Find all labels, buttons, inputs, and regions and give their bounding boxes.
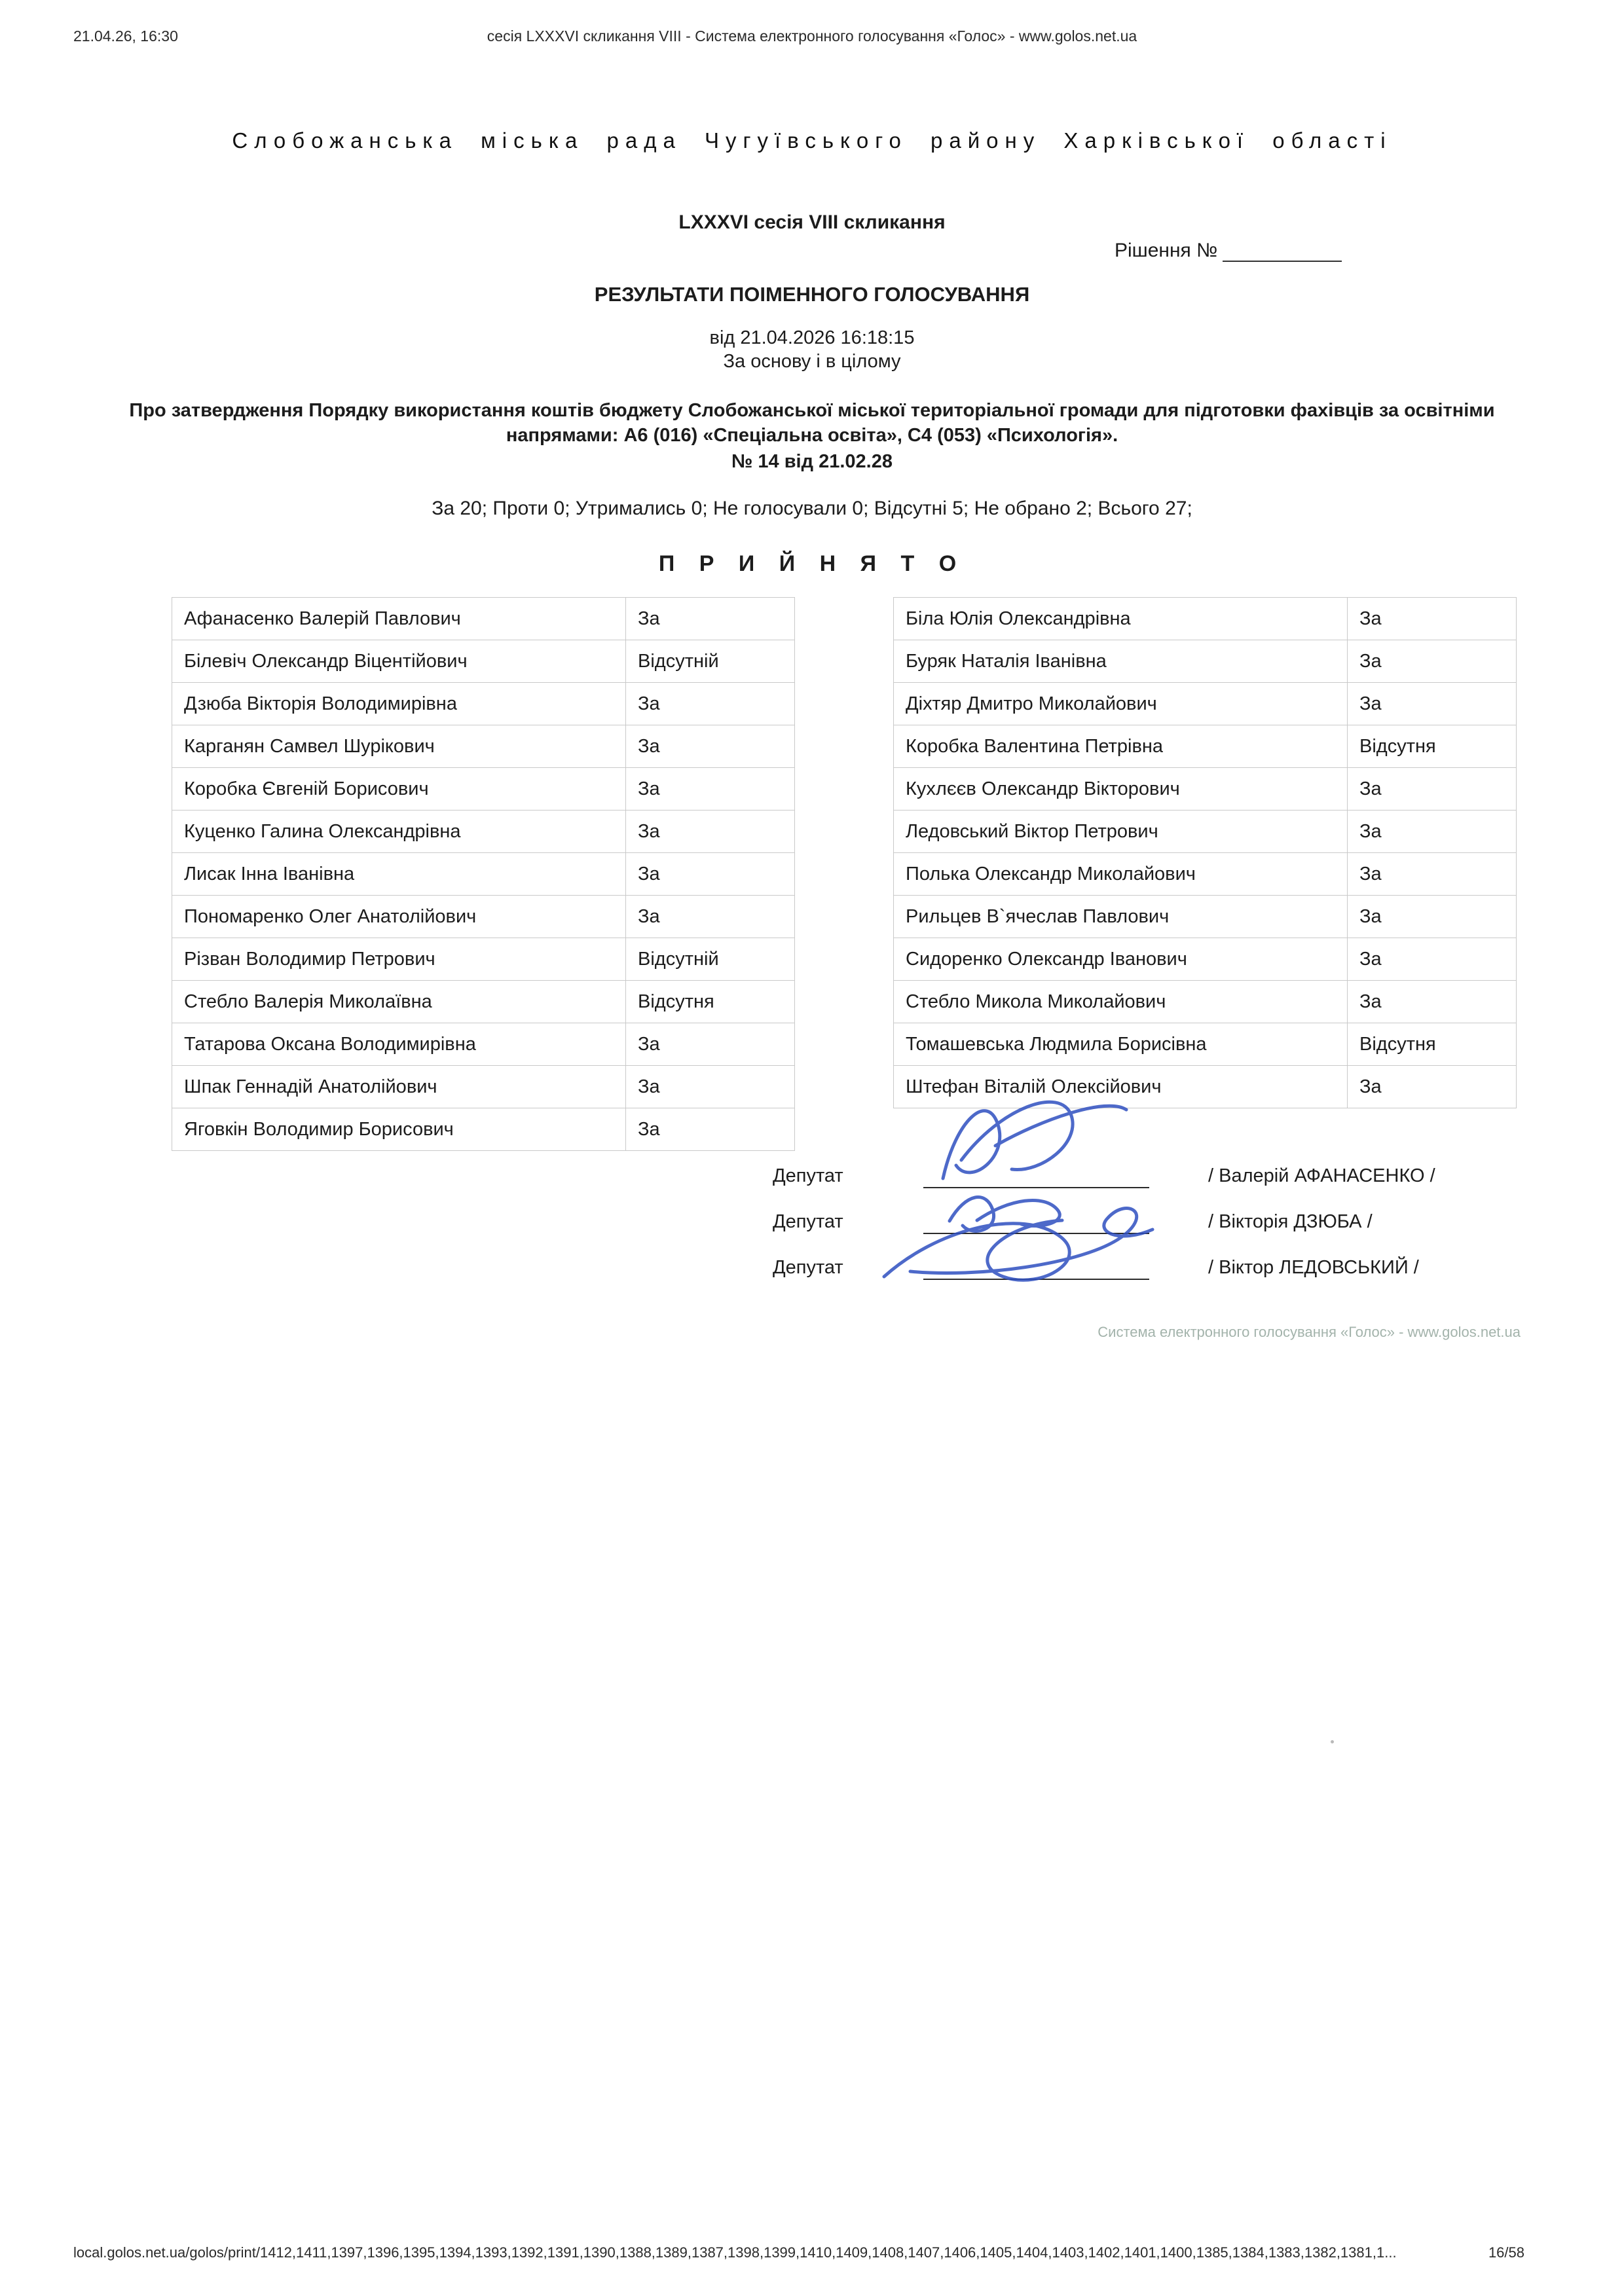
table-row xyxy=(893,895,1517,938)
deputy-vote-cell: За xyxy=(625,1023,794,1065)
print-header-title: сесія LXXXVI скликання VIII - Система електронного голосування «Голос» - www.golos.net.ua xyxy=(487,27,1137,45)
vote-result: П Р И Й Н Я Т О xyxy=(658,551,966,576)
deputy-vote-cell: За xyxy=(1347,896,1516,938)
scan-artifact-dot xyxy=(1331,1740,1334,1743)
table-row xyxy=(172,1065,795,1108)
deputy-name-cell: Різван Володимир Петрович xyxy=(184,948,435,970)
table-row xyxy=(172,810,795,853)
vote-datetime: від 21.04.2026 16:18:15 xyxy=(709,327,915,348)
deputy-vote-cell: За xyxy=(1347,811,1516,852)
print-footer-page-number: 16/58 xyxy=(1488,2244,1524,2261)
deputy-name-cell: Біла Юлія Олександрівна xyxy=(906,608,1131,629)
decision-number-blank xyxy=(1223,241,1342,262)
vote-subject: Про затвердження Порядку використання коштів бюджету Слобожанської міської територіальної громади для підготовки фахівців за освітніми напрямами: А6 (016) «Спеціальна освіта», С4 (053) «Психологія». xyxy=(129,400,1495,446)
deputy-name-cell: Білевіч Олександр Віцентійович xyxy=(184,650,468,672)
deputy-name-cell: Стебло Микола Миколайович xyxy=(906,991,1166,1012)
vote-subject-block xyxy=(79,398,1545,474)
deputy-name-cell: Штефан Віталій Олексійович xyxy=(906,1076,1162,1097)
table-row xyxy=(172,767,795,811)
signatures-block xyxy=(773,1142,1435,1280)
signature-role-label: Депутат xyxy=(773,1211,843,1232)
deputy-vote-cell: За xyxy=(625,598,794,640)
decision-number-label: Рішення № xyxy=(1115,240,1218,261)
vote-subject-ref: № 14 від 21.02.28 xyxy=(731,451,893,472)
vote-basis: За основу і в цілому xyxy=(723,351,901,372)
table-row xyxy=(172,597,795,640)
signature-role-label: Депутат xyxy=(773,1165,843,1186)
deputy-vote-cell: За xyxy=(625,811,794,852)
table-row xyxy=(172,1108,795,1151)
deputy-vote-cell: За xyxy=(625,853,794,895)
deputy-vote-cell: Відсутній xyxy=(625,640,794,682)
print-footer-url: local.golos.net.ua/golos/print/1412,1411,1397,1396,1395,1394,1393,1392,1391,1390,1388,1389,1387,1398,1399,1410,1409,1408,1407,1406,1405,1404,1403,1402,1401,1400,1385,1384,1383,1382,1381,1... xyxy=(73,2244,1397,2261)
deputy-vote-cell: За xyxy=(625,1108,794,1150)
deputy-vote-cell: За xyxy=(625,896,794,938)
deputy-name-cell: Дзюба Вікторія Володимирівна xyxy=(184,693,457,714)
signature-row xyxy=(773,1234,1435,1280)
deputy-vote-cell: За xyxy=(625,1066,794,1108)
signature-deputy-name: / Валерій АФАНАСЕНКО / xyxy=(1208,1165,1435,1186)
table-row xyxy=(893,1065,1517,1108)
deputy-name-cell: Рильцев В`ячеслав Павлович xyxy=(906,905,1170,927)
deputy-vote-cell: За xyxy=(1347,640,1516,682)
table-row xyxy=(893,597,1517,640)
table-row xyxy=(893,1023,1517,1066)
session-line: LXXXVI сесія VIII скликання xyxy=(678,211,946,233)
deputy-name-cell: Татарова Оксана Володимирівна xyxy=(184,1033,476,1055)
deputy-vote-cell: За xyxy=(625,725,794,767)
table-row xyxy=(172,640,795,683)
council-title: Слобожанська міська рада Чугуївського району Харківської області xyxy=(232,128,1392,153)
deputy-name-cell: Яговкін Володимир Борисович xyxy=(184,1118,454,1140)
deputy-name-cell: Шпак Геннадій Анатолійович xyxy=(184,1076,437,1097)
vote-table-left xyxy=(172,597,795,1151)
deputy-vote-cell: За xyxy=(625,768,794,810)
table-row xyxy=(172,852,795,896)
signature-row xyxy=(773,1188,1435,1234)
table-row xyxy=(172,682,795,725)
table-row xyxy=(172,895,795,938)
deputy-name-cell: Ледовський Віктор Петрович xyxy=(906,820,1158,842)
deputy-name-cell: Афанасенко Валерій Павлович xyxy=(184,608,461,629)
deputy-name-cell: Пономаренко Олег Анатолійович xyxy=(184,905,477,927)
deputy-vote-cell: За xyxy=(625,683,794,725)
deputy-vote-cell: За xyxy=(1347,853,1516,895)
table-row xyxy=(172,725,795,768)
deputy-name-cell: Сидоренко Олександр Іванович xyxy=(906,948,1187,970)
signature-deputy-name: / Вікторія ДЗЮБА / xyxy=(1208,1211,1373,1232)
table-row xyxy=(893,980,1517,1023)
table-row xyxy=(893,640,1517,683)
deputy-name-cell: Коробка Євгеній Борисович xyxy=(184,778,429,799)
table-row xyxy=(893,725,1517,768)
deputy-vote-cell: За xyxy=(1347,981,1516,1023)
deputy-name-cell: Буряк Наталія Іванівна xyxy=(906,650,1107,672)
deputy-vote-cell: За xyxy=(1347,1066,1516,1108)
deputy-vote-cell: За xyxy=(1347,938,1516,980)
deputy-name-cell: Діхтяр Дмитро Миколайович xyxy=(906,693,1157,714)
system-watermark: Система електронного голосування «Голос» - www.golos.net.ua xyxy=(1098,1324,1521,1340)
results-title: РЕЗУЛЬТАТИ ПОІМЕННОГО ГОЛОСУВАННЯ xyxy=(594,283,1030,306)
table-row xyxy=(172,938,795,981)
table-row xyxy=(893,682,1517,725)
deputy-vote-cell: Відсутня xyxy=(1347,725,1516,767)
table-row xyxy=(172,1023,795,1066)
table-row xyxy=(893,767,1517,811)
signature-line xyxy=(923,1254,1149,1280)
vote-table-right xyxy=(893,597,1517,1151)
deputy-name-cell: Стебло Валерія Миколаївна xyxy=(184,991,432,1012)
deputy-name-cell: Полька Олександр Миколайович xyxy=(906,863,1196,884)
signature-line xyxy=(923,1162,1149,1188)
deputy-vote-cell: Відсутній xyxy=(625,938,794,980)
deputy-vote-cell: За xyxy=(1347,768,1516,810)
signature-deputy-name: / Віктор ЛЕДОВСЬКИЙ / xyxy=(1208,1257,1419,1278)
deputy-name-cell: Кухлєєв Олександр Вікторович xyxy=(906,778,1180,799)
deputy-name-cell: Лисак Інна Іванівна xyxy=(184,863,355,884)
print-header-datetime: 21.04.26, 16:30 xyxy=(73,27,178,45)
deputy-vote-cell: Відсутня xyxy=(625,981,794,1023)
table-row xyxy=(893,852,1517,896)
deputy-name-cell: Карганян Самвел Шурікович xyxy=(184,735,435,757)
vote-tables xyxy=(172,597,1517,1151)
table-row xyxy=(172,980,795,1023)
vote-totals: За 20; Проти 0; Утримались 0; Не голосували 0; Відсутні 5; Не обрано 2; Всього 27; xyxy=(432,498,1192,519)
deputy-name-cell: Коробка Валентина Петрівна xyxy=(906,735,1164,757)
table-row xyxy=(893,810,1517,853)
deputy-vote-cell: За xyxy=(1347,598,1516,640)
signature-role-label: Депутат xyxy=(773,1257,843,1278)
deputy-name-cell: Куценко Галина Олександрівна xyxy=(184,820,461,842)
deputy-name-cell: Томашевська Людмила Борисівна xyxy=(906,1033,1207,1055)
signature-line xyxy=(923,1208,1149,1234)
deputy-vote-cell: Відсутня xyxy=(1347,1023,1516,1065)
table-row xyxy=(893,938,1517,981)
signature-row xyxy=(773,1142,1435,1188)
deputy-vote-cell: За xyxy=(1347,683,1516,725)
decision-number-line xyxy=(1115,240,1342,262)
